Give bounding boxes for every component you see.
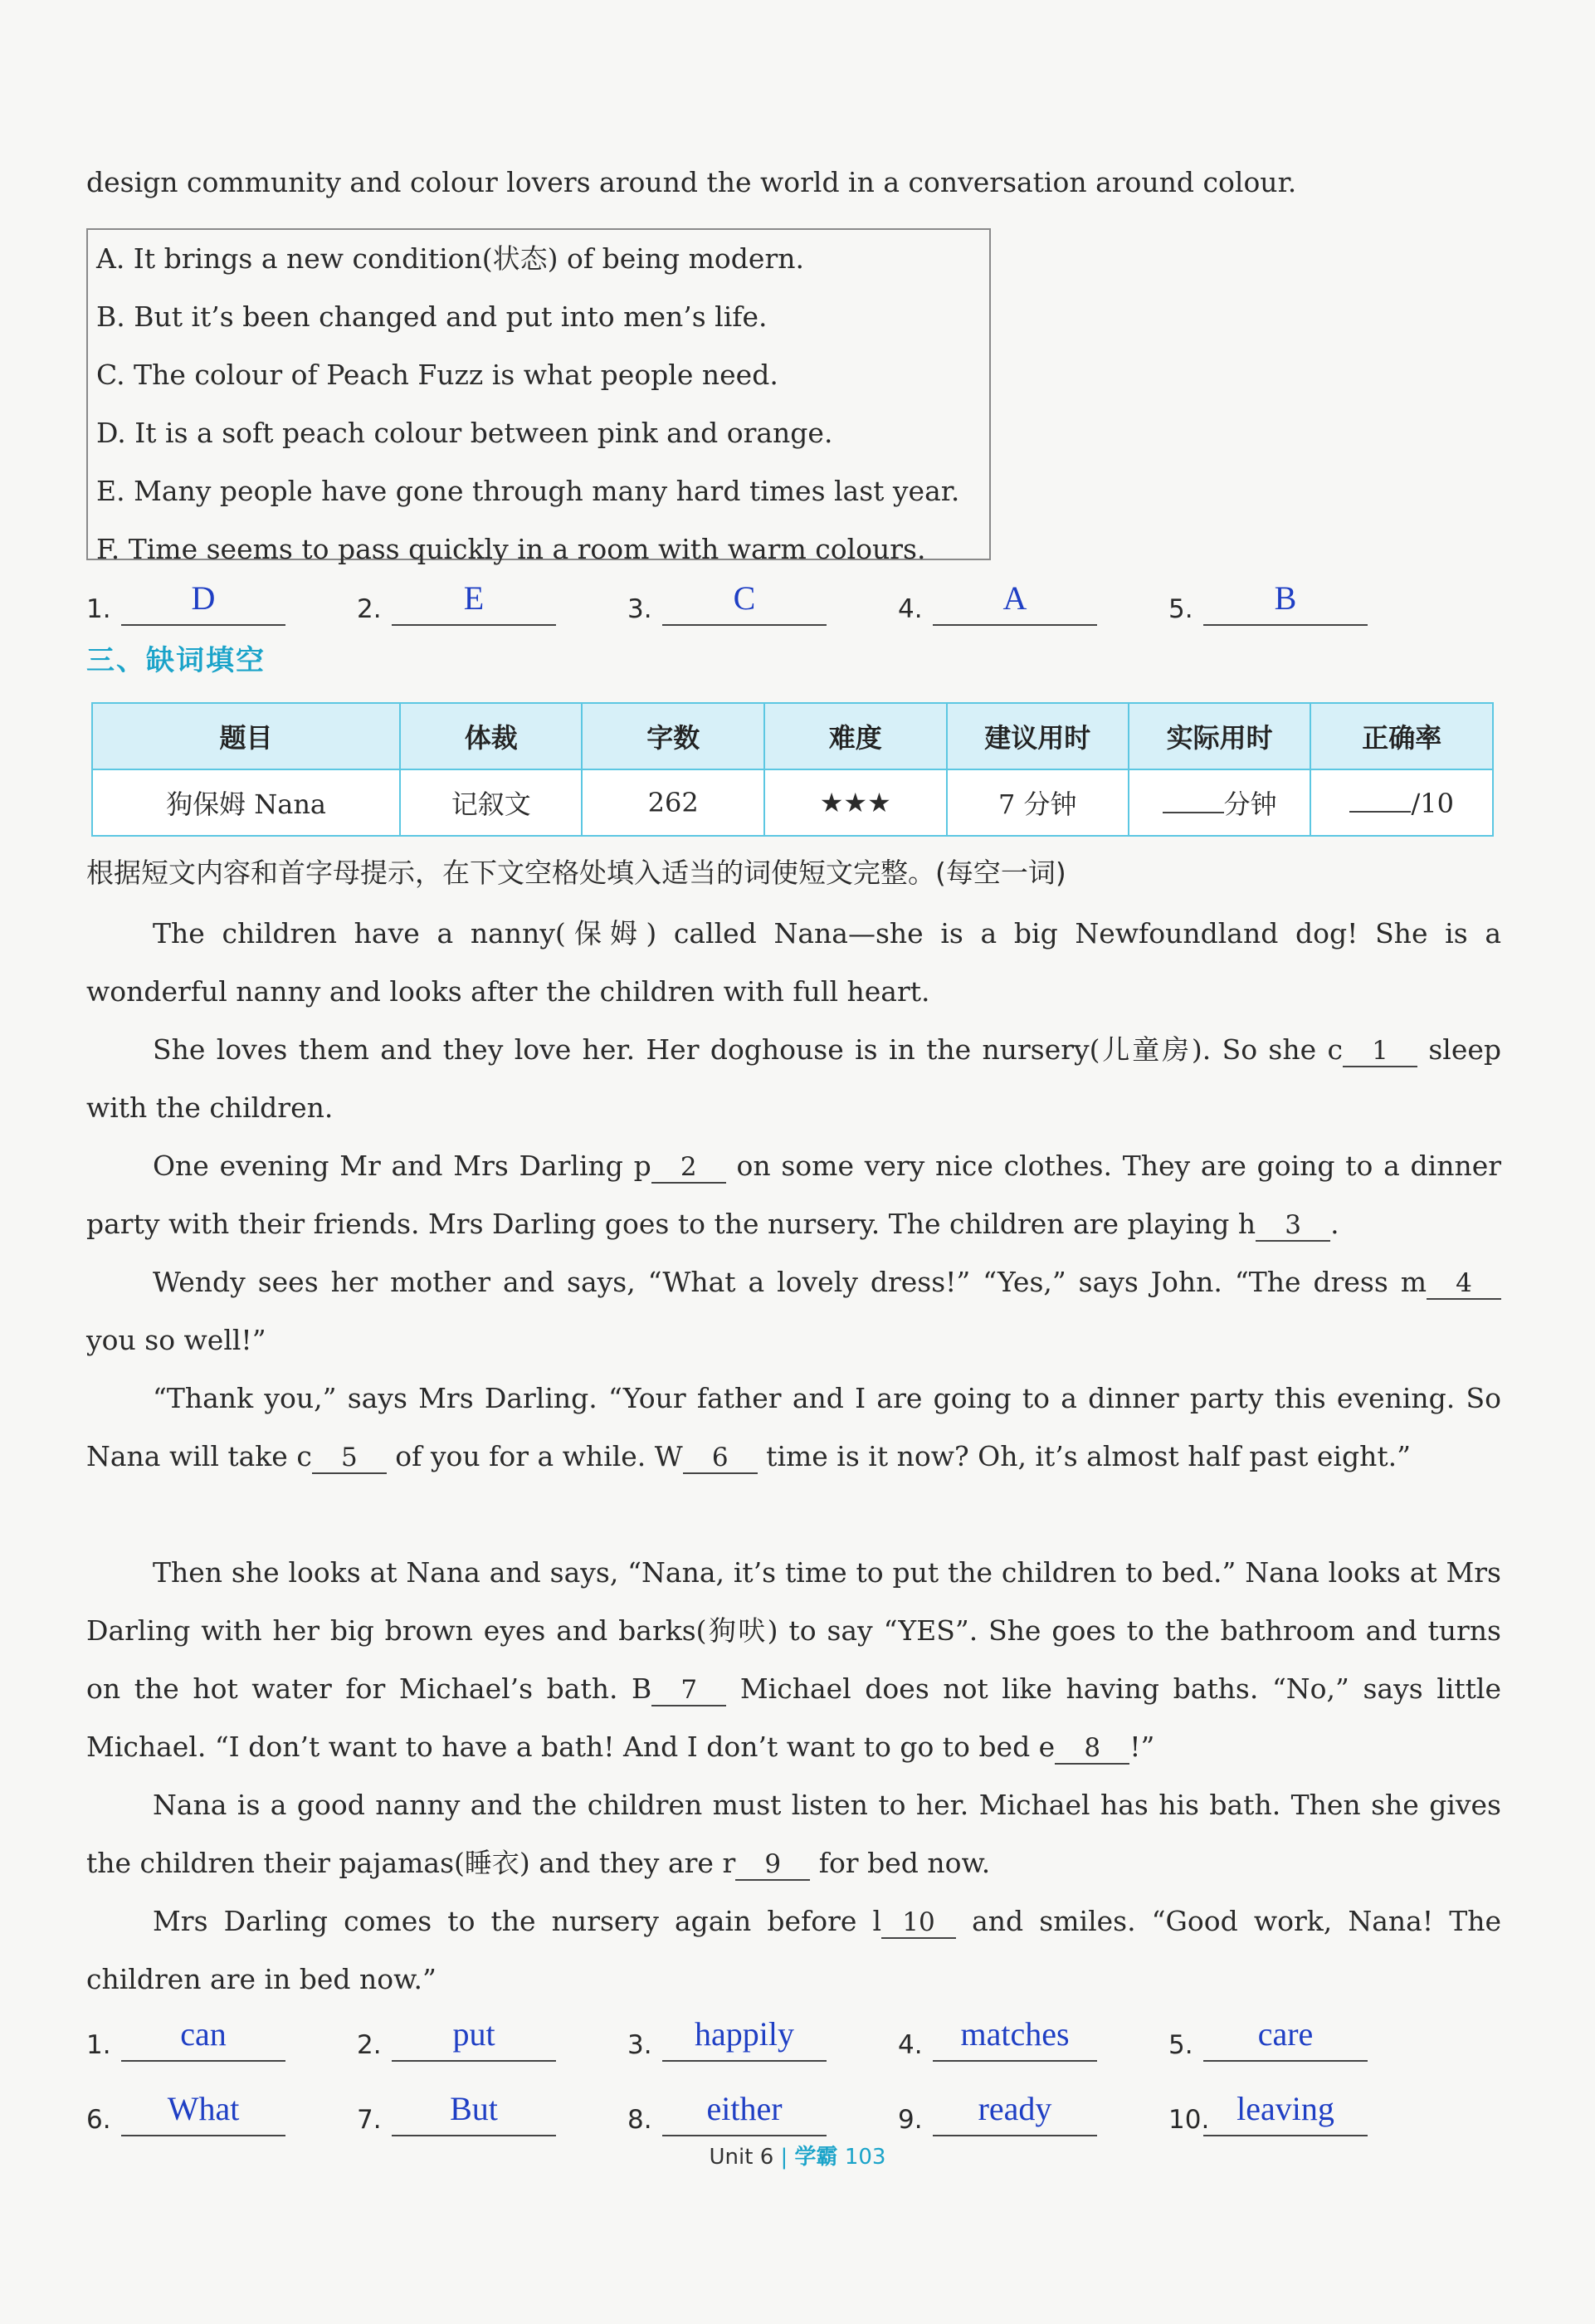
- answer-number: 1.: [86, 594, 111, 624]
- accuracy-total: /10: [1411, 788, 1454, 819]
- cell-topic: 狗保姆 Nana: [92, 769, 400, 836]
- option-c: C. The colour of Peach Fuzz is what people need.: [96, 359, 778, 391]
- actual-time-unit: 分钟: [1223, 788, 1277, 820]
- cell-words: 262: [582, 769, 763, 836]
- answer-value: can: [180, 2015, 227, 2053]
- blank-5[interactable]: 5: [312, 1443, 387, 1474]
- answer-value: B: [1274, 579, 1297, 617]
- cell-accuracy[interactable]: [1310, 769, 1493, 836]
- answer-number: 8.: [627, 2105, 652, 2135]
- answer-value: ready: [978, 2090, 1052, 2127]
- passage-text: Michael does not like having baths. “No,” says little Michael. “I don’t want to have a bath! And I don’t want to go to bed e: [86, 1672, 1501, 1763]
- answer-value: D: [191, 579, 216, 617]
- passage-text: of you for a while. W: [386, 1440, 683, 1472]
- answer-value: E: [463, 579, 485, 617]
- answer-line[interactable]: [933, 578, 1097, 626]
- cell-difficulty: ★★★: [764, 769, 947, 836]
- section-title: 三、缺词填空: [86, 644, 266, 677]
- footer-brand: 学霸: [794, 2145, 838, 2170]
- header-actual: 实际用时: [1129, 703, 1311, 769]
- instruction: 根据短文内容和首字母提示，在下文空格处填入适当的词使短文完整。(每空一词): [86, 857, 1066, 889]
- header-words: 字数: [582, 703, 763, 769]
- answer-line[interactable]: [392, 2088, 556, 2136]
- blank-3[interactable]: 3: [1256, 1210, 1330, 1242]
- blank-6[interactable]: 6: [683, 1443, 758, 1474]
- answer-line[interactable]: [121, 2014, 285, 2062]
- blank-8[interactable]: 8: [1055, 1733, 1129, 1765]
- header-difficulty: 难度: [764, 703, 947, 769]
- answer-number: 6.: [86, 2105, 111, 2135]
- passage-paragraph-7: [86, 1776, 1501, 1892]
- passage-text: .: [1330, 1208, 1339, 1240]
- answer-number: 5.: [1168, 594, 1193, 624]
- footer-separator: |: [780, 2145, 788, 2170]
- answer-line[interactable]: [662, 578, 827, 626]
- blank-10[interactable]: 10: [881, 1907, 956, 1939]
- blank-1[interactable]: 1: [1343, 1036, 1417, 1067]
- page-footer: [0, 2140, 1595, 2170]
- answer-value: What: [167, 2090, 240, 2127]
- answer-line[interactable]: [1203, 578, 1368, 626]
- option-e: E. Many people have gone through many hard times last year.: [96, 475, 960, 507]
- intro-line: design community and colour lovers around the world in a conversation around colour.: [86, 166, 1297, 198]
- answer-value: But: [450, 2090, 498, 2127]
- option-d: D. It is a soft peach colour between pink and orange.: [96, 417, 833, 449]
- passage-text: Nana is a good nanny and the children must listen to her. Michael has his bath. Then she gives the children their pajamas(睡衣) and they are r: [86, 1789, 1501, 1879]
- passage-text: One evening Mr and Mrs Darling p: [153, 1150, 651, 1182]
- options-box: [86, 228, 991, 565]
- passage-text: Mrs Darling comes to the nursery again before l: [153, 1905, 882, 1937]
- passage-text: and smiles. “Good work, Nana! The children are in bed now.”: [86, 1905, 1501, 1995]
- passage-text: on some very nice clothes. They are going to a dinner party with their friends. Mrs Darling goes to the nursery. The children are playing h: [86, 1150, 1502, 1240]
- option-a: A. It brings a new condition(状态) of being modern.: [96, 242, 804, 275]
- blank-9[interactable]: 9: [735, 1849, 810, 1881]
- header-accuracy: 正确率: [1310, 703, 1493, 769]
- passage-text: Wendy sees her mother and says, “What a lovely dress!” “Yes,” says John. “The dress m: [153, 1266, 1427, 1298]
- answer-line[interactable]: [1203, 2014, 1368, 2062]
- answer-number: 2.: [357, 2030, 382, 2060]
- cell-suggested: 7 分钟: [947, 769, 1129, 836]
- answer-value: A: [1002, 579, 1027, 617]
- passage-paragraph-2: [86, 1021, 1501, 1137]
- answer-number: 7.: [357, 2105, 382, 2135]
- answer-value: either: [706, 2090, 783, 2127]
- answer-line[interactable]: [392, 2014, 556, 2062]
- answer-value: put: [452, 2015, 495, 2053]
- answers-part3-row1: [86, 2009, 1497, 2067]
- passage-text: “Thank you,” says Mrs Darling. “Your father and I are going to a dinner party this evening. So Nana will take c: [86, 1382, 1501, 1472]
- header-suggested: 建议用时: [947, 703, 1129, 769]
- answer-line[interactable]: [933, 2088, 1097, 2136]
- answer-number: 9.: [898, 2105, 923, 2135]
- answer-number: 2.: [357, 594, 382, 624]
- answer-value: care: [1257, 2015, 1314, 2053]
- footer-unit: Unit 6: [709, 2145, 774, 2170]
- page-number: 103: [844, 2145, 886, 2170]
- answer-number: 1.: [86, 2030, 111, 2060]
- answer-line[interactable]: [121, 2088, 285, 2136]
- passage-text: for bed now.: [810, 1847, 991, 1879]
- answer-line[interactable]: [121, 578, 285, 626]
- blank-2[interactable]: 2: [651, 1152, 726, 1184]
- answer-number: 4.: [898, 2030, 923, 2060]
- answer-line[interactable]: [662, 2014, 827, 2062]
- passage-text: Then she looks at Nana and says, “Nana, it’s time to put the children to bed.” Nana looks at Mrs Darling with her big brown eyes and barks(狗吠) to say “YES”. She goes to the bathroom and turns on the hot water for Michael’s bath. B: [86, 1556, 1501, 1705]
- cell-genre: 记叙文: [400, 769, 582, 836]
- passage-paragraph-6: [86, 1544, 1501, 1776]
- answer-line[interactable]: [933, 2014, 1097, 2062]
- passage-text: time is it now? Oh, it’s almost half past eight.”: [757, 1440, 1411, 1472]
- header-genre: 体裁: [400, 703, 582, 769]
- option-b: B. But it’s been changed and put into men’s life.: [96, 300, 768, 333]
- answer-value: matches: [960, 2015, 1070, 2053]
- answer-value: happily: [695, 2015, 794, 2053]
- actual-time-blank[interactable]: [1163, 787, 1224, 813]
- passage-text: She loves them and they love her. Her doghouse is in the nursery(儿童房). So she c: [153, 1033, 1343, 1066]
- accuracy-blank[interactable]: [1349, 786, 1411, 813]
- answer-number: 10.: [1168, 2105, 1210, 2135]
- answer-line[interactable]: [1203, 2088, 1368, 2136]
- answer-value: C: [733, 579, 756, 617]
- answer-number: 3.: [627, 594, 652, 624]
- option-f: F. Time seems to pass quickly in a room with warm colours.: [96, 533, 926, 565]
- blank-7[interactable]: 7: [651, 1675, 726, 1706]
- blank-4[interactable]: 4: [1427, 1268, 1501, 1300]
- info-table: [91, 702, 1494, 837]
- passage-paragraph-8: [86, 1892, 1501, 2009]
- answers-part2: [86, 573, 1497, 631]
- answer-number: 5.: [1168, 2030, 1193, 2060]
- answer-value: leaving: [1236, 2090, 1334, 2127]
- passage-text: !”: [1129, 1731, 1155, 1763]
- cell-actual[interactable]: [1129, 769, 1311, 836]
- answer-line[interactable]: [662, 2088, 827, 2136]
- header-topic: 题目: [92, 703, 400, 769]
- passage-text: sleep with the children.: [86, 1033, 1501, 1124]
- passage-paragraph-4: [86, 1253, 1501, 1370]
- answers-part3-row2: [86, 2083, 1497, 2141]
- passage-paragraph-3: [86, 1137, 1501, 1253]
- answer-line[interactable]: [392, 578, 556, 626]
- passage-paragraph-5: [86, 1370, 1501, 1486]
- passage-text: you so well!”: [86, 1324, 266, 1356]
- answer-number: 4.: [898, 594, 923, 624]
- answer-number: 3.: [627, 2030, 652, 2060]
- passage-paragraph-1: The children have a nanny(保姆) called Nana—she is a big Newfoundland dog! She is a wonderful nanny and looks after the children with full heart.: [86, 917, 1501, 1008]
